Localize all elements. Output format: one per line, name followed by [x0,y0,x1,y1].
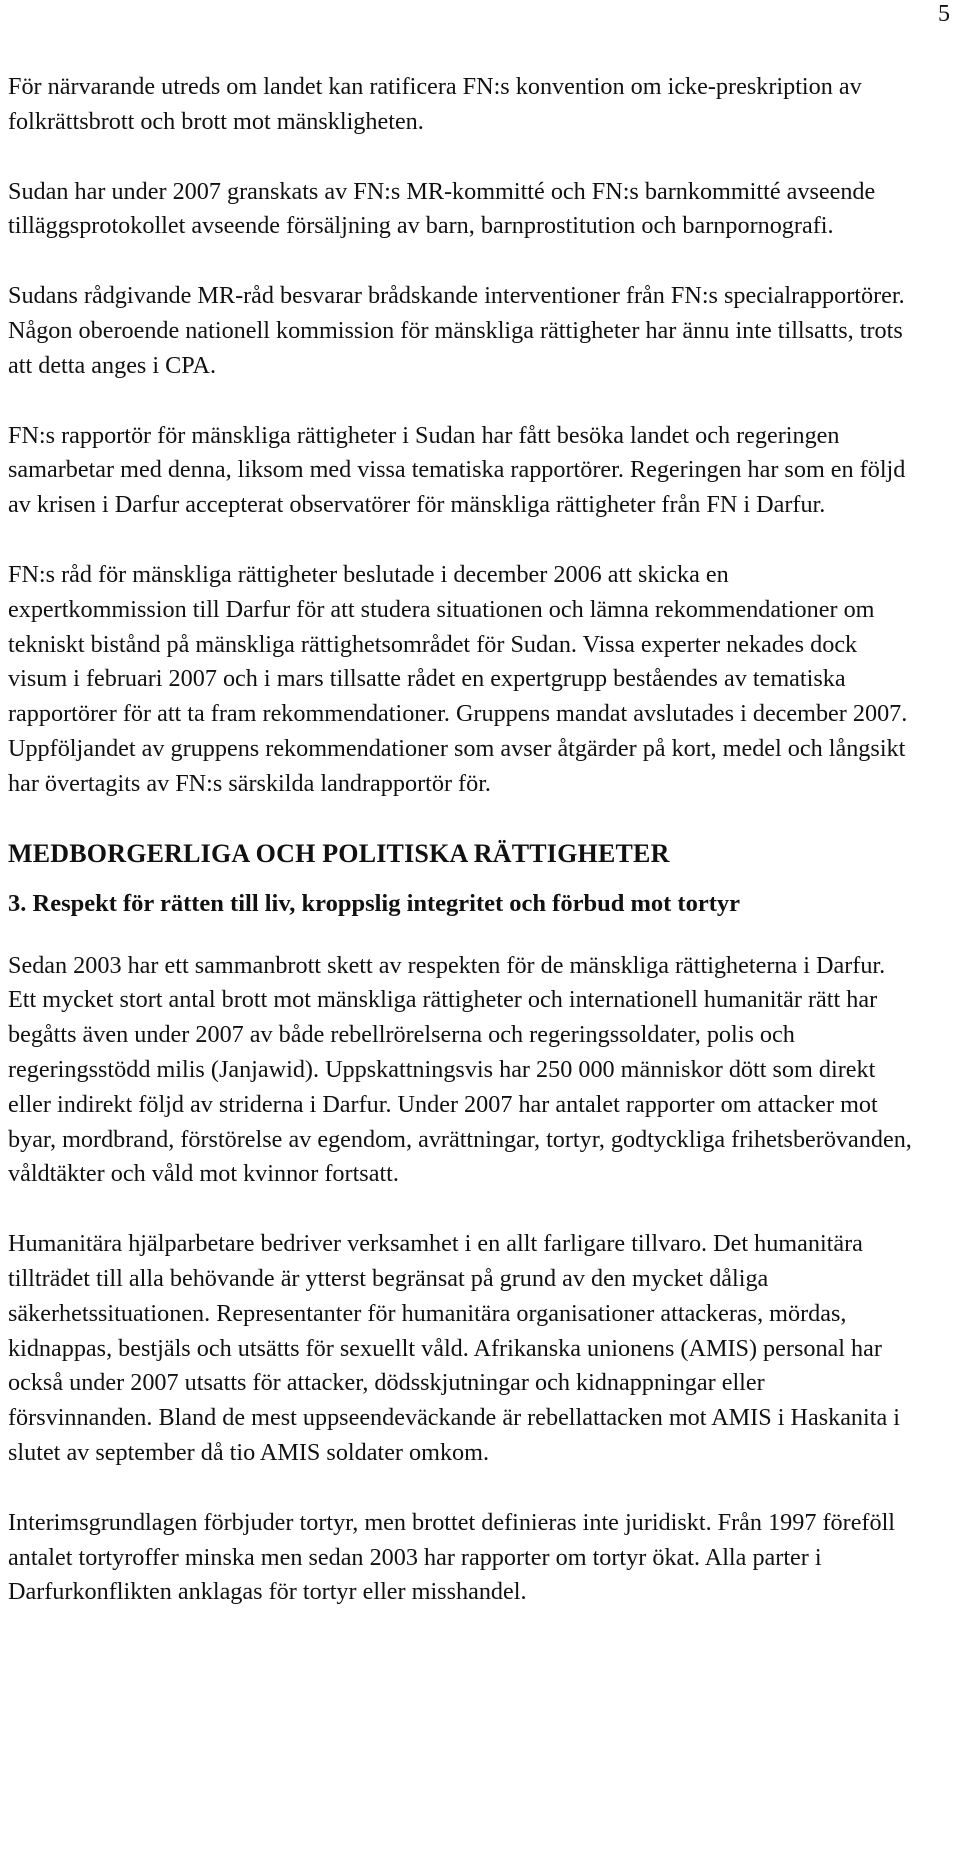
paragraph-sammanbrott: Sedan 2003 har ett sammanbrott skett av respekten för de mänskliga rättigheterna i Darfur. Ett mycket stort antal brott mot mänskliga rättigheter och internationell humanitär rätt har begåtts även under 2007 av både rebellrörelserna och regeringssoldater, polis och regeringsstödd milis (Janjawid). Uppskattningsvis har 250 000 människor dött som direkt eller indirekt följd av striderna i Darfur. Under 2007 har antalet rapporter om attacker mot byar, mordbrand, förstörelse av egendom, avrättningar, tortyr, godtyckliga frihetsberövanden, våldtäkter och våld mot kvinnor fortsatt. [8,951,912,1188]
paragraph-tortyr: Interimsgrundlagen förbjuder tortyr, men brottet definieras inte juridiskt. Från 1997 föreföll antalet tortyroffer minska men sedan 2003 har rapporter om tortyr ökat. Alla parter i Darfurkonflikten anklagas för tortyr eller misshandel. [8,1508,896,1606]
document-body [8,70,913,1645]
page-number: 5 [938,1,950,27]
paragraph-expertkommission: FN:s råd för mänskliga rättigheter beslutade i december 2006 att skicka en expertkommission till Darfur för att studera situationen och lämna rekommendationer om tekniskt bistånd på mänskliga rättighetsområdet för Sudan. Vissa experter nekades dock visum i februari 2007 och i mars tillsatte rådet en expertgrupp beståendes av tematiska rapportörer för att ta fram rekommendationer. Gruppens mandat avslutades i december 2007. Uppföljandet av gruppens rekommendationer som avser åtgärder på kort, medel och långsikt har övertagits av FN:s särskilda landrapportör för. [8,560,908,797]
subsection-heading: 3. Respekt för rätten till liv, kroppslig integritet och förbud mot tortyr [8,889,740,917]
section-heading: MEDBORGERLIGA OCH POLITISKA RÄTTIGHETER [8,838,670,868]
paragraph-mr-rad: Sudans rådgivande MR-råd besvarar brådskande interventioner från FN:s specialrapportörer. Någon oberoende nationell kommission för mänskliga rättigheter har ännu inte tillsatts, trots att detta anges i CPA. [8,282,905,379]
paragraph-icke-preskription: För närvarande utreds om landet kan ratificera FN:s konvention om icke-preskription av folkrättsbrott och brott mot mänskligheten. [8,73,862,135]
paragraph-fn-rapportor: FN:s rapportör för mänskliga rättigheter i Sudan har fått besöka landet och regeringen samarbetar med denna, liksom med vissa tematiska rapportörer. Regeringen har som en följd av krisen i Darfur accepterat observatörer för mänskliga rättigheter från FN i Darfur. [8,421,906,519]
paragraph-hjalparbetare: Humanitära hjälparbetare bedriver verksamhet i en allt farligare tillvaro. Det humanitära tillträdet till alla behövande är ytterst begränsat på grund av den mycket dåliga säkerhetssituationen. Representanter för humanitära organisationer attackeras, mördas, kidnappas, bestjäls och utsätts för sexuellt våld. Afrikanska unionens (AMIS) personal har också under 2007 utsatts för attacker, dödsskjutningar och kidnappningar eller försvinnanden. Bland de mest uppseendeväckande är rebellattacken mot AMIS i Haskanita i slutet av september då tio AMIS soldater omkom. [8,1230,900,1466]
paragraph-mr-kommitte: Sudan har under 2007 granskats av FN:s MR-kommitté och FN:s barnkommitté avseende tilläggsprotokollet avseende försäljning av barn, barnprostitution och barnpornografi. [8,177,876,240]
